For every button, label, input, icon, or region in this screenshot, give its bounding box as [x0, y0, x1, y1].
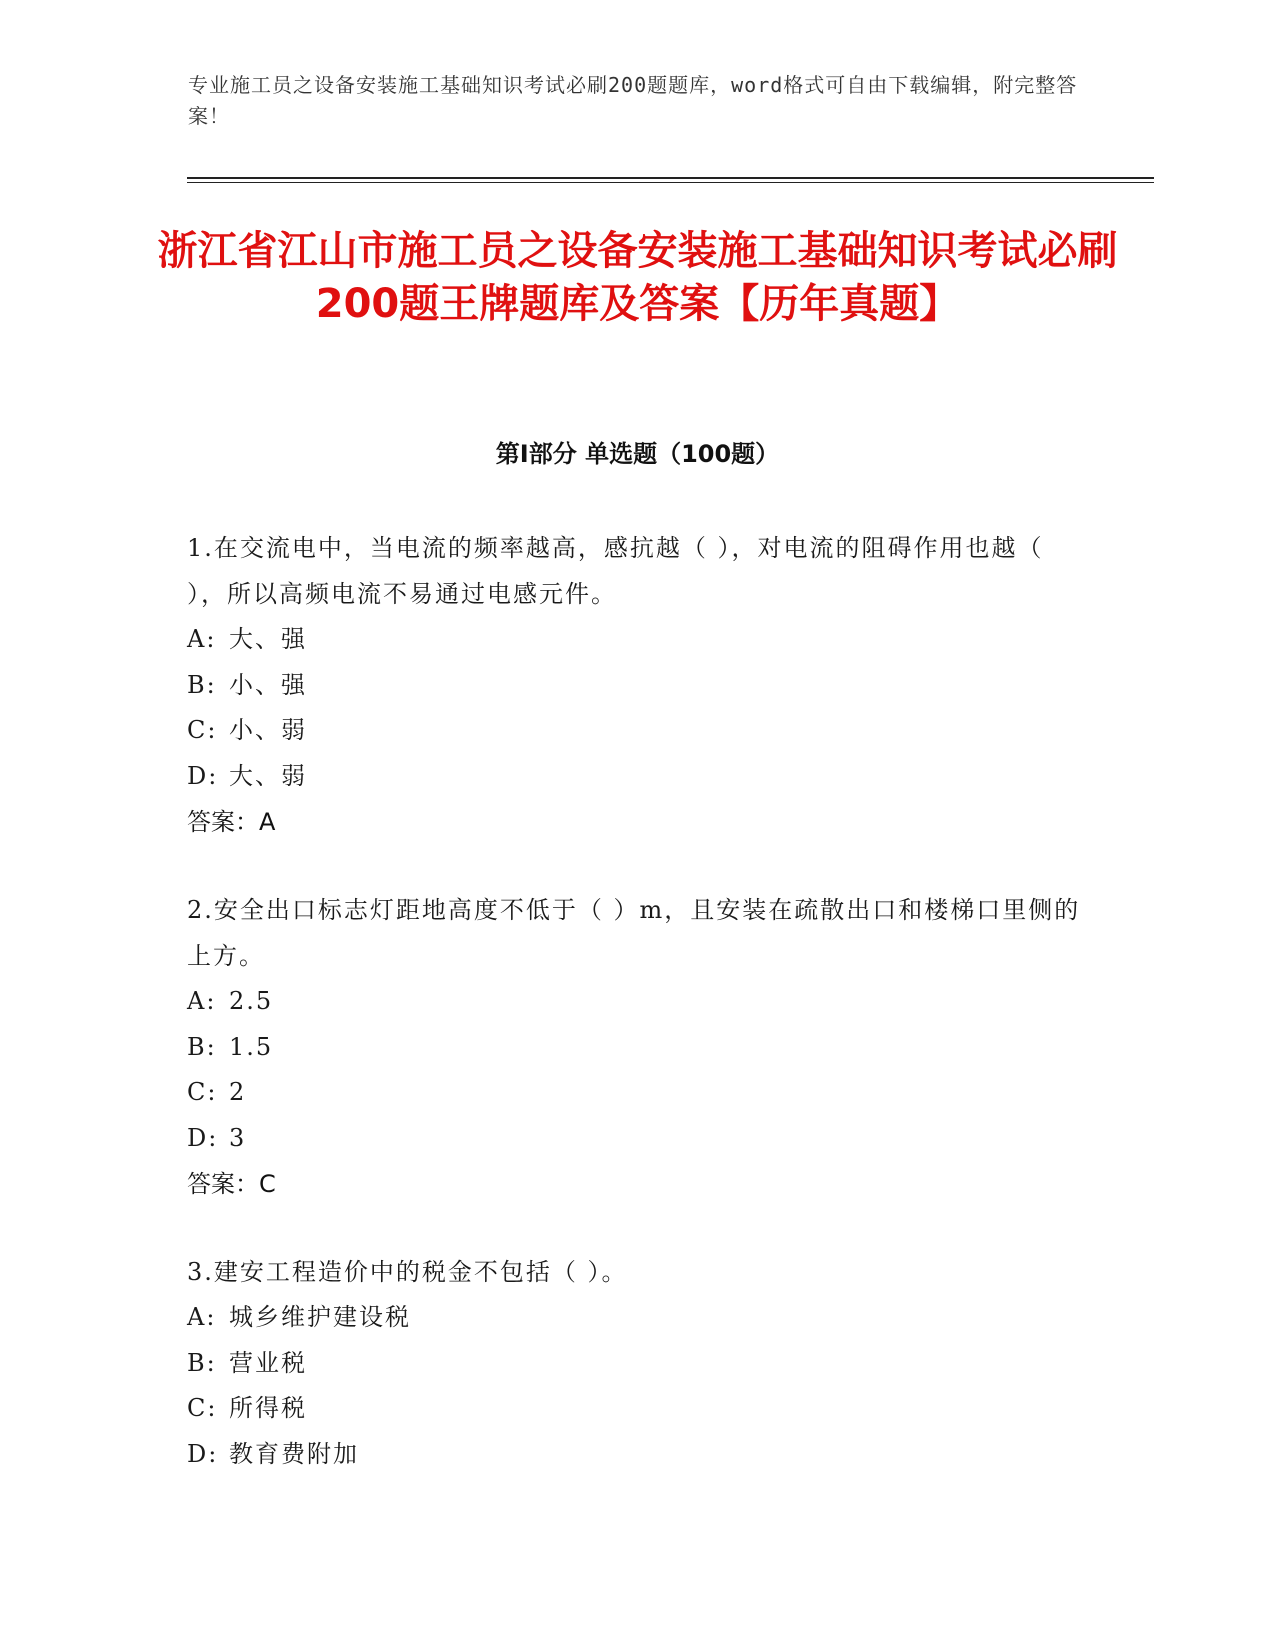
question-option	[187, 979, 1087, 1025]
question-option	[187, 1025, 1087, 1071]
option-letter: C:	[187, 1078, 218, 1106]
question-list	[187, 525, 1087, 1519]
question-option	[187, 663, 1087, 709]
option-text: 1.5	[229, 1032, 274, 1061]
option-letter: C:	[187, 1394, 218, 1422]
option-text: 3	[229, 1123, 247, 1152]
answer-label: 答案：	[187, 1170, 259, 1198]
question-option	[187, 1432, 1087, 1478]
question-answer	[187, 1161, 1087, 1207]
option-letter: A:	[187, 987, 217, 1015]
question-option	[187, 754, 1087, 800]
document-title: 浙江省江山市施工员之设备安装施工基础知识考试必刷200题王牌题库及答案【历年真题】	[157, 228, 1118, 327]
option-text: 大、强	[229, 625, 307, 653]
question-item	[187, 525, 1087, 845]
option-letter: B:	[187, 670, 217, 699]
option-letter: D:	[187, 761, 219, 790]
option-letter: A:	[187, 1303, 217, 1331]
question-option	[187, 1341, 1087, 1387]
option-text: 城乡维护建设税	[229, 1303, 411, 1331]
question-item	[187, 1249, 1087, 1477]
option-text: 2.5	[229, 987, 274, 1015]
question-option	[187, 1116, 1087, 1162]
answer-value: A	[259, 808, 276, 836]
option-letter: A:	[187, 625, 217, 653]
question-stem: 3.建安工程造价中的税金不包括（ ）。	[187, 1258, 628, 1286]
option-letter: B:	[187, 1348, 217, 1377]
answer-label: 答案：	[187, 808, 259, 836]
option-text: 教育费附加	[229, 1439, 359, 1468]
header-rule-thick	[187, 177, 1154, 179]
option-letter: D:	[187, 1439, 219, 1468]
option-letter: B:	[187, 1032, 217, 1061]
answer-value: C	[259, 1170, 276, 1198]
option-letter: C:	[187, 716, 218, 744]
question-option	[187, 1386, 1087, 1432]
question-option	[187, 1070, 1087, 1116]
option-text: 所得税	[229, 1394, 307, 1422]
header-note: 专业施工员之设备安装施工基础知识考试必刷200题题库，word格式可自由下载编辑，附完整答案！	[188, 73, 1078, 128]
question-stem: 2.安全出口标志灯距地高度不低于（ ）m，且安装在疏散出口和楼梯口里侧的上方。	[187, 896, 1081, 970]
question-option	[187, 1295, 1087, 1341]
question-item	[187, 887, 1087, 1207]
question-option	[187, 708, 1087, 754]
option-text: 2	[229, 1078, 247, 1106]
option-text: 小、强	[229, 670, 307, 699]
question-option	[187, 617, 1087, 663]
option-text: 小、弱	[229, 716, 307, 744]
question-stem: 1.在交流电中，当电流的频率越高，感抗越（ ），对电流的阻碍作用也越（ ），所以高频电流不易通过电感元件。	[187, 534, 1044, 608]
header-rule-thin	[187, 182, 1154, 183]
option-letter: D:	[187, 1123, 219, 1152]
option-text: 营业税	[229, 1348, 307, 1377]
question-answer	[187, 799, 1087, 845]
section-title: 第Ⅰ部分 单选题（100题）	[495, 440, 780, 468]
option-text: 大、弱	[229, 761, 307, 790]
